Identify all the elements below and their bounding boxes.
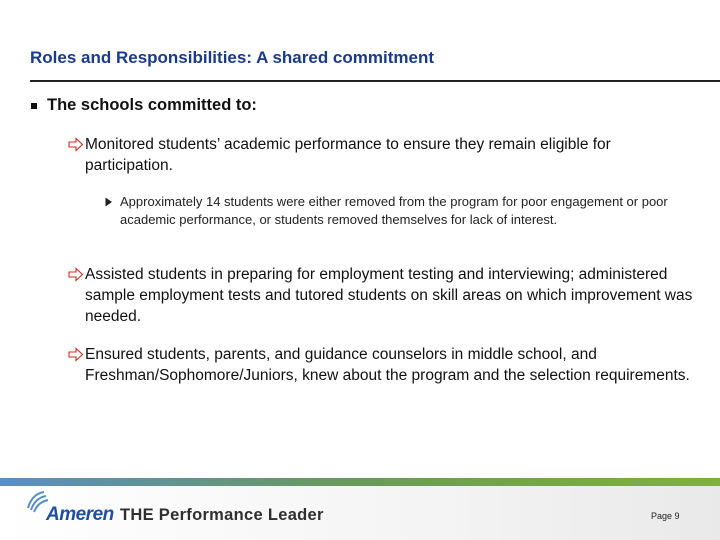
list-item bbox=[68, 264, 698, 327]
heading-bullet bbox=[31, 96, 257, 115]
brand-name: Ameren bbox=[46, 504, 114, 525]
list-item bbox=[68, 344, 698, 386]
title-divider bbox=[30, 80, 720, 82]
tagline: THE Performance Leader bbox=[120, 506, 324, 524]
slide-title: Roles and Responsibilities: A shared commitment bbox=[30, 48, 434, 67]
outline-arrow-icon bbox=[68, 344, 84, 365]
page-number: Page 9 bbox=[651, 511, 680, 521]
list-item-text: Ensured students, parents, and guidance counselors in middle school, and Freshman/Sophomore/Juniors, knew about the program and the selection requirements. bbox=[85, 346, 690, 384]
square-bullet-icon bbox=[31, 103, 37, 109]
list-item-text: Monitored students’ academic performance to ensure they remain eligible for participation. bbox=[85, 136, 611, 174]
outline-arrow-icon bbox=[68, 134, 84, 155]
heading-text: The schools committed to: bbox=[47, 96, 257, 114]
sub-list-item-text: Approximately 14 students were either removed from the program for poor engagement or poor academic performance, or students removed themselves for lack of interest. bbox=[120, 194, 668, 227]
footer-stripe bbox=[0, 478, 720, 486]
list-item-text: Assisted students in preparing for employment testing and interviewing; administered sample employment tests and tutored students on skill areas on which improvement was needed. bbox=[85, 266, 693, 325]
chevron-right-icon bbox=[104, 193, 116, 217]
list-item bbox=[68, 134, 698, 176]
sub-list-item bbox=[104, 193, 684, 229]
outline-arrow-icon bbox=[68, 264, 84, 285]
